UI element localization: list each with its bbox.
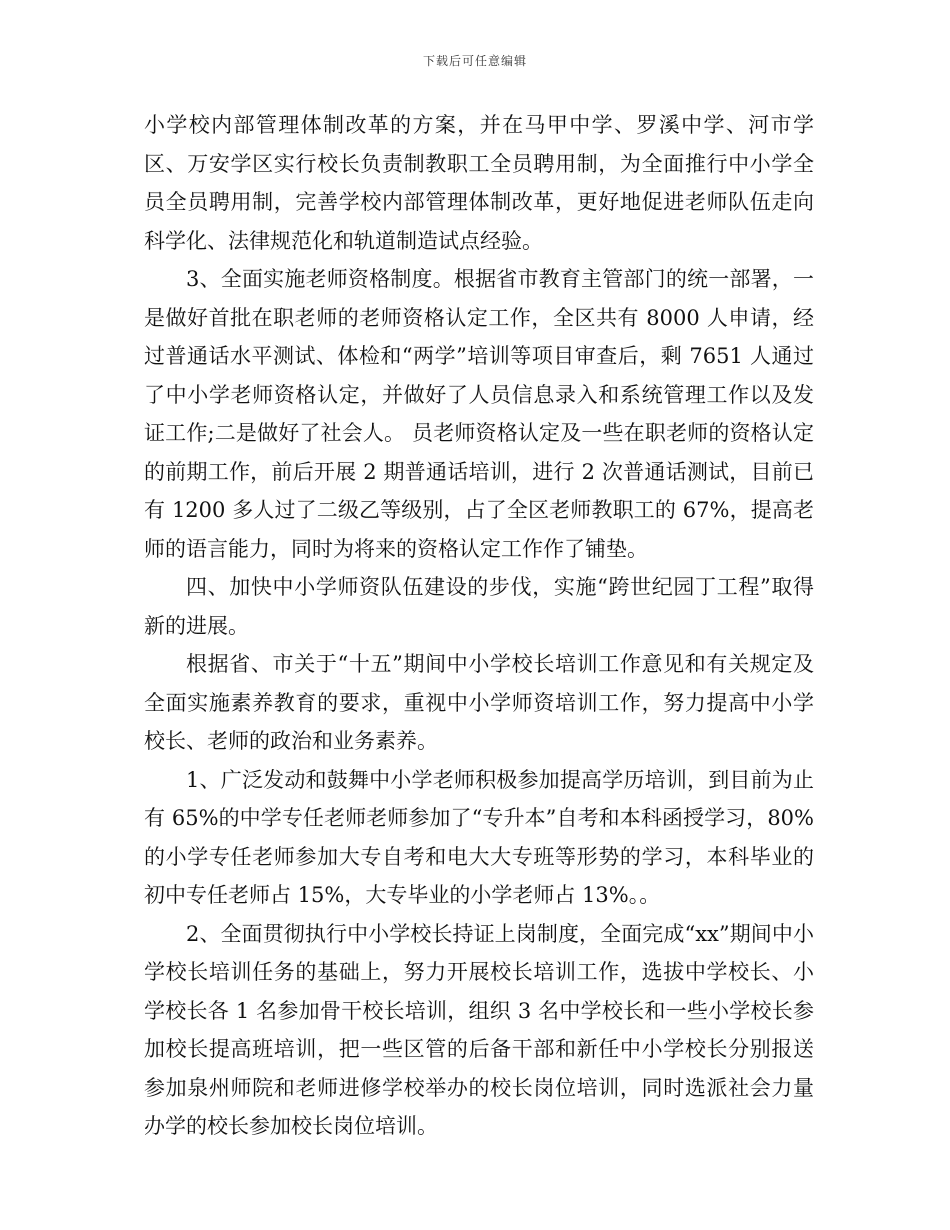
page-header: 下载后可任意编辑 [422, 54, 527, 68]
paragraph-3: 四、加快中小学师资队伍建设的步伐，实施“跨世纪园丁工程”取得新的进展。 [144, 575, 814, 638]
paragraph-5: 1、广泛发动和鼓舞中小学老师积极参加提高学历培训，到目前为止有 65%的中学专任老师老师参加了“专升本”自考和本科函授学习，80%的小学专任老师参加大专自考和电大大专班等形势的学习，本科毕业的初中专任老师占 15%，大专毕业的小学老师占 13%。。 [144, 767, 814, 907]
paragraph-2: 3、全面实施老师资格制度。根据省市教育主管部门的统一部署，一是做好首批在职老师的老师资格认定工作，全区共有 8000 人申请，经过普通话水平测试、体检和“两学”培训等项目审查后，剩 7651 人通过了中小学老师资格认定，并做好了人员信息录入和系统管理工作以及发证工作;二是做好了社会人。 员老师资格认定及一些在职老师的资格认定的前期工作，前后开展 2 期普通话培训，进行 2 次普通话测试，目前已有 1200 多人过了二级乙等级别，占了全区老师教职工的 67%，提高老师的语言能力，同时为将来的资格认定工作作了铺垫。 [144, 267, 814, 561]
document-body [144, 106, 814, 1146]
paragraph-6: 2、全面贯彻执行中小学校长持证上岗制度，全面完成“xx”期间中小学校长培训任务的基础上，努力开展校长培训工作，选拔中学校长、小学校长各 1 名参加骨干校长培训，组织 3 名中学校长和一些小学校长参加校长提高班培训，把一些区管的后备干部和新任中小学校长分别报送参加泉州师院和老师进修学校举办的校长岗位培训，同时选派社会力量办学的校长参加校长岗位培训。 [144, 921, 814, 1138]
paragraph-4: 根据省、市关于“十五”期间中小学校长培训工作意见和有关规定及全面实施素养教育的要求，重视中小学师资培训工作，努力提高中小学校长、老师的政治和业务素养。 [144, 652, 814, 753]
paragraph-1: 小学校内部管理体制改革的方案，并在马甲中学、罗溪中学、河市学区、万安学区实行校长负责制教职工全员聘用制，为全面推行中小学全员全员聘用制，完善学校内部管理体制改革，更好地促进老师队伍走向科学化、法律规范化和轨道制造试点经验。 [144, 113, 814, 253]
